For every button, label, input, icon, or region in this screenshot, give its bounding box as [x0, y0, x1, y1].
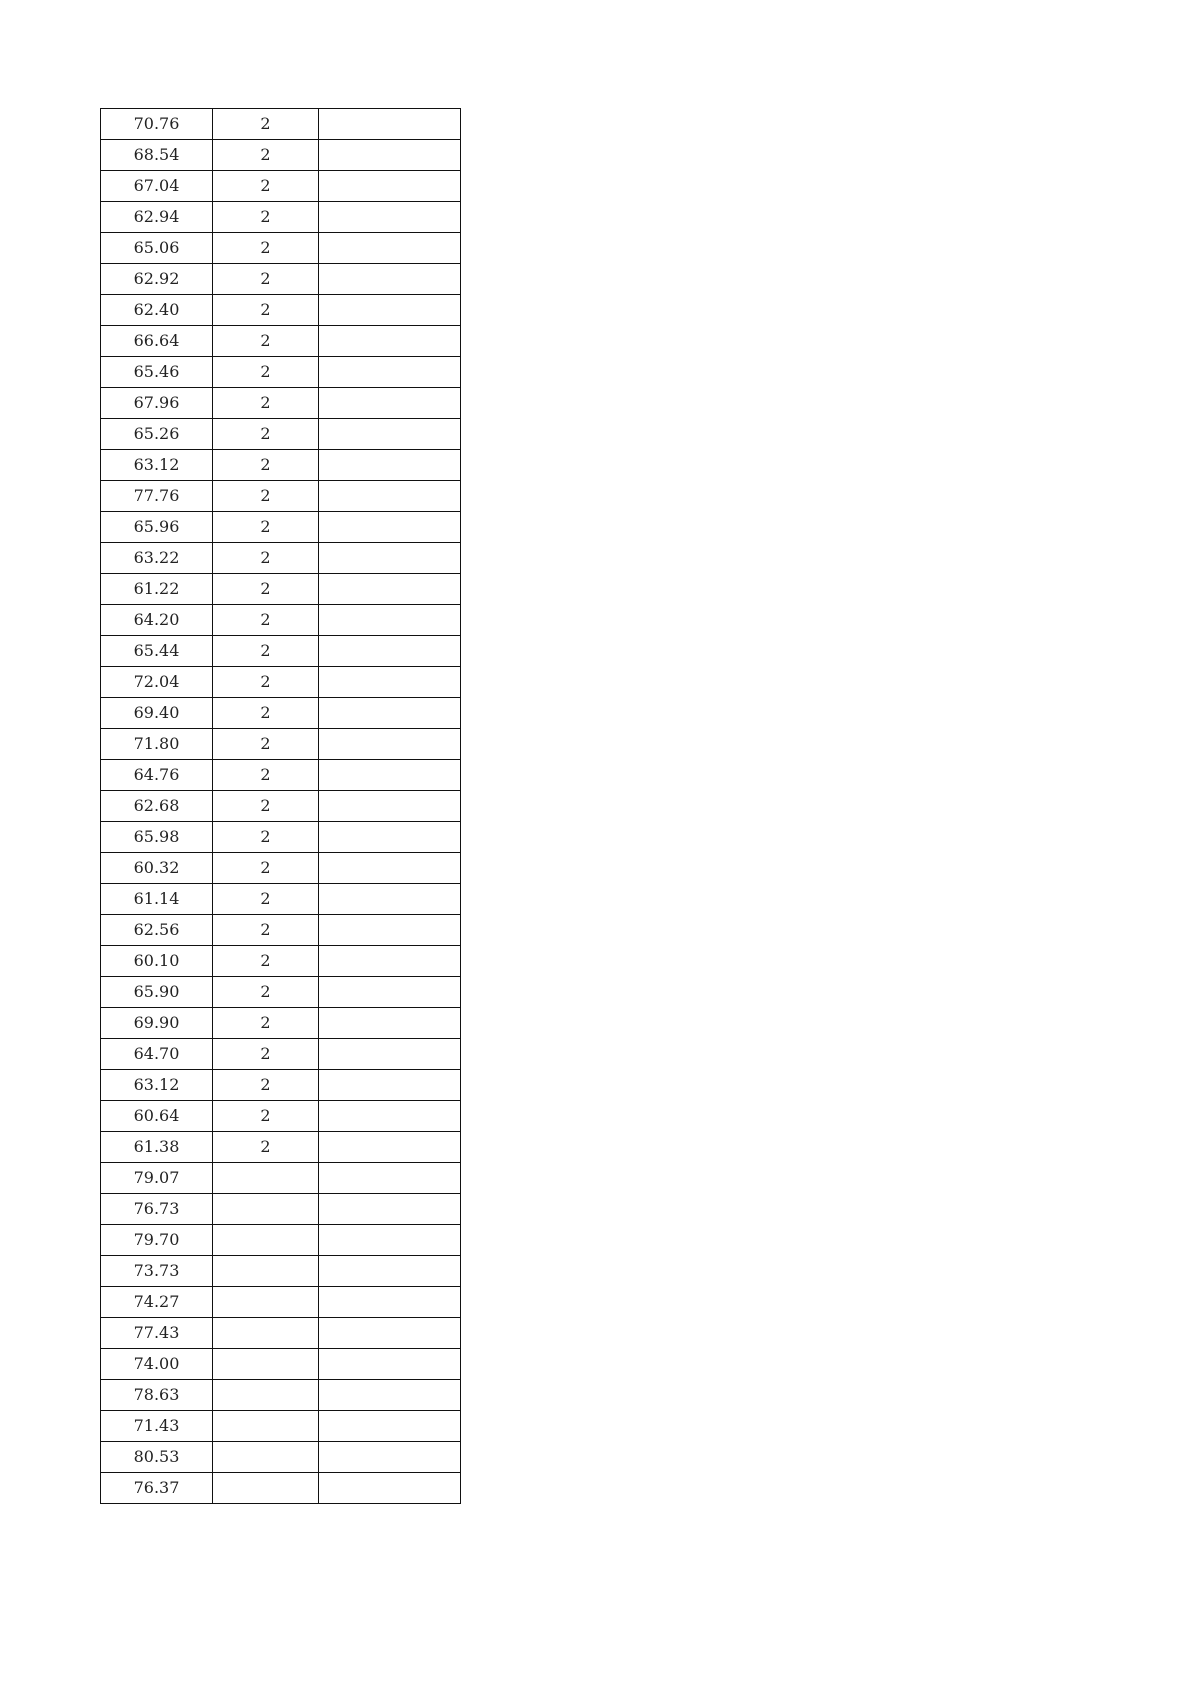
count-cell: [213, 1349, 319, 1380]
table-row: [101, 574, 461, 605]
count-cell: 2: [213, 140, 319, 171]
table-row: [101, 543, 461, 574]
score-cell: 69.90: [101, 1008, 213, 1039]
remark-cell: [319, 1411, 461, 1442]
remark-cell: [319, 915, 461, 946]
score-cell: 77.76: [101, 481, 213, 512]
score-cell: 68.54: [101, 140, 213, 171]
remark-cell: [319, 1287, 461, 1318]
score-cell: 60.64: [101, 1101, 213, 1132]
count-cell: 2: [213, 760, 319, 791]
remark-cell: [319, 1473, 461, 1504]
remark-cell: [319, 543, 461, 574]
count-cell: 2: [213, 1039, 319, 1070]
table-row: [101, 326, 461, 357]
count-cell: 2: [213, 729, 319, 760]
score-cell: 65.98: [101, 822, 213, 853]
remark-cell: [319, 946, 461, 977]
score-cell: 61.22: [101, 574, 213, 605]
table-row: [101, 1318, 461, 1349]
remark-cell: [319, 264, 461, 295]
score-cell: 73.73: [101, 1256, 213, 1287]
remark-cell: [319, 1070, 461, 1101]
remark-cell: [319, 1349, 461, 1380]
remark-cell: [319, 171, 461, 202]
count-cell: [213, 1411, 319, 1442]
count-cell: 2: [213, 357, 319, 388]
count-cell: 2: [213, 109, 319, 140]
score-cell: 67.96: [101, 388, 213, 419]
count-cell: 2: [213, 574, 319, 605]
table-row: [101, 1473, 461, 1504]
table-row: [101, 605, 461, 636]
score-cell: 78.63: [101, 1380, 213, 1411]
table-row: [101, 109, 461, 140]
score-cell: 65.96: [101, 512, 213, 543]
remark-cell: [319, 1194, 461, 1225]
count-cell: 2: [213, 1101, 319, 1132]
score-cell: 70.76: [101, 109, 213, 140]
score-cell: 64.20: [101, 605, 213, 636]
table-row: [101, 295, 461, 326]
remark-cell: [319, 822, 461, 853]
remark-cell: [319, 450, 461, 481]
remark-cell: [319, 419, 461, 450]
remark-cell: [319, 729, 461, 760]
table-row: [101, 822, 461, 853]
score-cell: 63.12: [101, 450, 213, 481]
table-row: [101, 1225, 461, 1256]
table-row: [101, 1039, 461, 1070]
remark-cell: [319, 853, 461, 884]
score-cell: 77.43: [101, 1318, 213, 1349]
score-cell: 71.80: [101, 729, 213, 760]
score-cell: 80.53: [101, 1442, 213, 1473]
table-row: [101, 202, 461, 233]
remark-cell: [319, 791, 461, 822]
remark-cell: [319, 1256, 461, 1287]
remark-cell: [319, 512, 461, 543]
table-row: [101, 915, 461, 946]
score-cell: 79.70: [101, 1225, 213, 1256]
remark-cell: [319, 481, 461, 512]
count-cell: 2: [213, 264, 319, 295]
table-row: [101, 791, 461, 822]
score-cell: 65.26: [101, 419, 213, 450]
table-row: [101, 667, 461, 698]
table-row: [101, 1349, 461, 1380]
score-cell: 62.92: [101, 264, 213, 295]
score-cell: 62.56: [101, 915, 213, 946]
score-cell: 65.90: [101, 977, 213, 1008]
count-cell: 2: [213, 884, 319, 915]
count-cell: 2: [213, 450, 319, 481]
score-cell: 79.07: [101, 1163, 213, 1194]
table-row: [101, 140, 461, 171]
remark-cell: [319, 884, 461, 915]
table-row: [101, 419, 461, 450]
table-row: [101, 264, 461, 295]
remark-cell: [319, 760, 461, 791]
table-row: [101, 946, 461, 977]
score-cell: 62.94: [101, 202, 213, 233]
score-cell: 64.76: [101, 760, 213, 791]
count-cell: [213, 1318, 319, 1349]
count-cell: 2: [213, 171, 319, 202]
table-row: [101, 1163, 461, 1194]
count-cell: [213, 1163, 319, 1194]
count-cell: 2: [213, 481, 319, 512]
table-row: [101, 698, 461, 729]
table-row: [101, 1070, 461, 1101]
remark-cell: [319, 574, 461, 605]
count-cell: 2: [213, 915, 319, 946]
score-cell: 60.32: [101, 853, 213, 884]
table-row: [101, 1194, 461, 1225]
count-cell: 2: [213, 977, 319, 1008]
remark-cell: [319, 357, 461, 388]
count-cell: 2: [213, 326, 319, 357]
score-cell: 76.73: [101, 1194, 213, 1225]
count-cell: 2: [213, 419, 319, 450]
table-row: [101, 977, 461, 1008]
table-row: [101, 729, 461, 760]
score-cell: 62.68: [101, 791, 213, 822]
table-row: [101, 760, 461, 791]
count-cell: 2: [213, 636, 319, 667]
table-body: [101, 109, 461, 1504]
table-row: [101, 853, 461, 884]
score-cell: 74.00: [101, 1349, 213, 1380]
score-cell: 69.40: [101, 698, 213, 729]
score-cell: 71.43: [101, 1411, 213, 1442]
table-row: [101, 233, 461, 264]
score-cell: 74.27: [101, 1287, 213, 1318]
remark-cell: [319, 140, 461, 171]
count-cell: [213, 1225, 319, 1256]
count-cell: 2: [213, 667, 319, 698]
table-row: [101, 171, 461, 202]
remark-cell: [319, 202, 461, 233]
table-row: [101, 636, 461, 667]
count-cell: 2: [213, 605, 319, 636]
score-table: [100, 108, 461, 1504]
remark-cell: [319, 636, 461, 667]
count-cell: [213, 1194, 319, 1225]
count-cell: [213, 1442, 319, 1473]
count-cell: [213, 1473, 319, 1504]
count-cell: [213, 1256, 319, 1287]
remark-cell: [319, 326, 461, 357]
score-cell: 60.10: [101, 946, 213, 977]
count-cell: 2: [213, 791, 319, 822]
score-cell: 63.12: [101, 1070, 213, 1101]
table-row: [101, 1442, 461, 1473]
remark-cell: [319, 1101, 461, 1132]
score-cell: 65.46: [101, 357, 213, 388]
score-cell: 66.64: [101, 326, 213, 357]
count-cell: 2: [213, 1008, 319, 1039]
remark-cell: [319, 233, 461, 264]
table-row: [101, 450, 461, 481]
remark-cell: [319, 1039, 461, 1070]
remark-cell: [319, 1442, 461, 1473]
count-cell: 2: [213, 202, 319, 233]
table-row: [101, 357, 461, 388]
table-row: [101, 884, 461, 915]
count-cell: 2: [213, 543, 319, 574]
count-cell: [213, 1287, 319, 1318]
count-cell: 2: [213, 233, 319, 264]
table-row: [101, 1287, 461, 1318]
remark-cell: [319, 1132, 461, 1163]
table-row: [101, 481, 461, 512]
table-row: [101, 1411, 461, 1442]
count-cell: 2: [213, 946, 319, 977]
remark-cell: [319, 1008, 461, 1039]
remark-cell: [319, 1318, 461, 1349]
remark-cell: [319, 109, 461, 140]
table-row: [101, 1380, 461, 1411]
count-cell: 2: [213, 1070, 319, 1101]
count-cell: 2: [213, 853, 319, 884]
count-cell: 2: [213, 388, 319, 419]
table-row: [101, 1101, 461, 1132]
count-cell: 2: [213, 698, 319, 729]
remark-cell: [319, 388, 461, 419]
score-cell: 65.44: [101, 636, 213, 667]
remark-cell: [319, 1225, 461, 1256]
score-cell: 64.70: [101, 1039, 213, 1070]
remark-cell: [319, 1163, 461, 1194]
table-row: [101, 1256, 461, 1287]
score-cell: 76.37: [101, 1473, 213, 1504]
count-cell: 2: [213, 822, 319, 853]
remark-cell: [319, 667, 461, 698]
table-row: [101, 1132, 461, 1163]
table-row: [101, 512, 461, 543]
count-cell: 2: [213, 295, 319, 326]
score-cell: 61.14: [101, 884, 213, 915]
score-cell: 62.40: [101, 295, 213, 326]
score-cell: 72.04: [101, 667, 213, 698]
remark-cell: [319, 698, 461, 729]
score-cell: 61.38: [101, 1132, 213, 1163]
score-cell: 65.06: [101, 233, 213, 264]
count-cell: [213, 1380, 319, 1411]
table-row: [101, 1008, 461, 1039]
count-cell: 2: [213, 1132, 319, 1163]
remark-cell: [319, 605, 461, 636]
remark-cell: [319, 295, 461, 326]
remark-cell: [319, 977, 461, 1008]
score-cell: 63.22: [101, 543, 213, 574]
score-cell: 67.04: [101, 171, 213, 202]
table-row: [101, 388, 461, 419]
remark-cell: [319, 1380, 461, 1411]
count-cell: 2: [213, 512, 319, 543]
